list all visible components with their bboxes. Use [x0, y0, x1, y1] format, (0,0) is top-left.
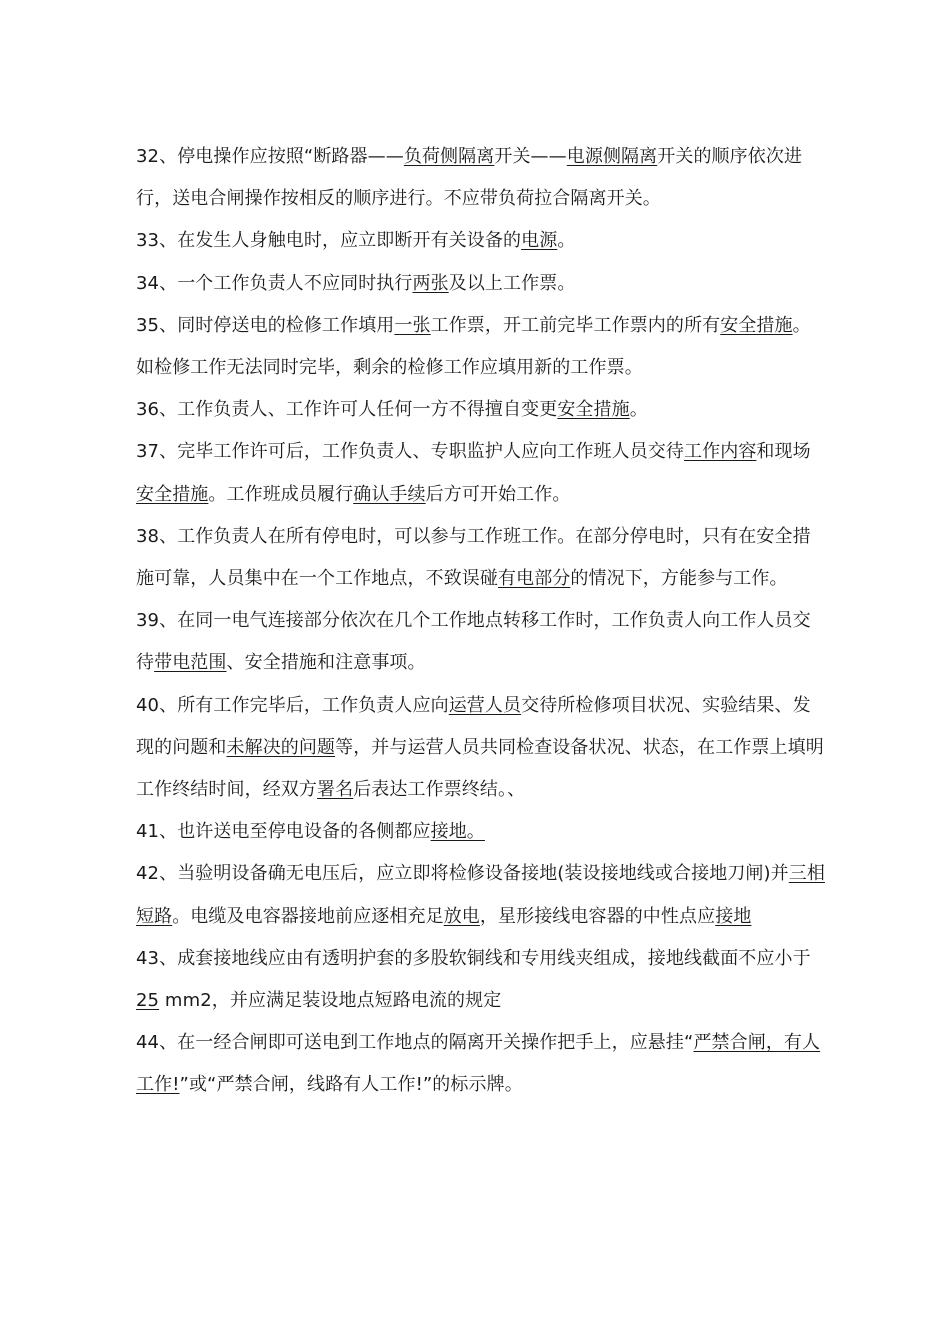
text-run: 33、在发生人身触电时，应立即断开有关设备的 [136, 230, 522, 252]
underlined-answer: 负荷侧隔离 [403, 146, 495, 167]
text-run: mm2，并应满足装设地点短路电流的规定 [159, 990, 502, 1012]
paragraph-item-43 [136, 938, 826, 1022]
text-run: 。 [629, 399, 648, 421]
text-run: 39、在同一电气连接部分依次在几个工作地点转移工作时，工作负责人向工作人员交待 [136, 610, 811, 674]
text-run: 34、一个工作负责人不应同时执行 [136, 272, 413, 294]
underlined-answer: 未解决的问题 [226, 736, 336, 758]
underlined-answer: 接地。 [430, 821, 485, 843]
paragraph-item-44 [136, 1022, 826, 1106]
text-run: 工作票，开工前完毕工作票内的所有 [430, 314, 721, 336]
text-run: 后方可开始工作。 [425, 483, 571, 505]
text-run: 及以上工作票。 [448, 272, 576, 294]
paragraph-item-39 [136, 600, 826, 684]
text-run: 。工作班成员履行 [208, 483, 354, 505]
text-run: 开关的顺序依次进行，送电合闸操作按相反的顺序进行。不应带负荷拉合隔离开关。 [136, 146, 803, 210]
underlined-answer: 安全措施 [557, 399, 630, 421]
paragraph-item-35 [136, 305, 826, 389]
text-run: 。如检修工作无法同时完毕，剩余的检修工作应填用新的工作票。 [136, 314, 811, 379]
paragraph-item-32 [136, 136, 826, 220]
underlined-answer: 两张 [412, 272, 449, 294]
text-run: 等，并与运营人员共同检查设备状况、状态，在工作票上填明工作终结时间，经双方 [136, 736, 824, 801]
text-run: 41、也许送电至停电设备的各侧都应 [136, 821, 431, 843]
text-run: 交待所检修项目状况、实验结果、发现的问题和 [136, 694, 811, 758]
underlined-answer: 一张 [394, 314, 431, 336]
text-run: 。 [557, 230, 576, 252]
text-run: 32、停电操作应按照“断路器—— [136, 146, 404, 167]
underlined-answer: 确认手续 [353, 483, 426, 505]
paragraph-item-41 [136, 811, 826, 853]
underlined-answer: 安全措施 [136, 483, 209, 505]
paragraph-item-37 [136, 431, 826, 515]
underlined-answer: 电源侧隔离 [566, 146, 658, 167]
underlined-answer: 电源 [521, 230, 558, 252]
underlined-answer: 有电部分 [498, 568, 571, 590]
text-run: 和现场 [756, 441, 811, 463]
underlined-answer: 运营人员 [448, 694, 522, 716]
underlined-answer: 安全措施 [720, 314, 793, 336]
text-run: ”或“严禁合闸，线路有人工作!”的标示牌。 [179, 1074, 523, 1096]
text-run: 的情况下，方能参与工作。 [570, 568, 788, 590]
underlined-answer: 放电 [443, 905, 480, 927]
text-run: 43、成套接地线应由有透明护套的多股软铜线和专用线夹组成，接地线截面不应小于 [136, 947, 811, 969]
paragraph-item-40 [136, 685, 826, 812]
text-run: 38、工作负责人在所有停电时，可以参与工作班工作。在部分停电时，只有在安全措施可靠，人员集中在一个工作地点，不致误碰 [136, 525, 811, 590]
text-run: 40、所有工作完毕后，工作负责人应向 [136, 694, 449, 716]
text-run: 35、同时停送电的检修工作填用 [136, 314, 395, 336]
paragraph-item-36 [136, 389, 826, 431]
underlined-answer: 接地 [715, 905, 752, 927]
underlined-answer: 严禁合闸，有人工作! [136, 1032, 821, 1096]
paragraph-item-33 [136, 220, 826, 262]
paragraph-item-42 [136, 853, 826, 937]
text-run: 44、在一经合闸即可送电到工作地点的隔离开关操作把手上，应悬挂“ [136, 1032, 694, 1054]
text-run: 。电缆及电容器接地前应逐相充足 [172, 905, 444, 927]
document-body [136, 136, 826, 1107]
text-run: 36、工作负责人、工作许可人任何一方不得擅自变更 [136, 399, 558, 421]
text-run: 开关—— [494, 146, 567, 167]
underlined-answer: 工作内容 [684, 441, 757, 463]
underlined-answer: 三相短路 [136, 863, 825, 927]
paragraph-item-38 [136, 516, 826, 600]
text-run: 42、当验明设备确无电压后，应立即将检修设备接地(装设接地线或合接地刀闸)并 [136, 863, 789, 885]
text-run: 后表达工作票终结。、 [353, 779, 526, 801]
text-run: 、安全措施和注意事项。 [226, 652, 426, 674]
paragraph-item-34 [136, 263, 826, 305]
text-run: 37、完毕工作许可后，工作负责人、专职监护人应向工作班人员交待 [136, 441, 685, 463]
underlined-answer: 25 [136, 990, 160, 1012]
underlined-answer: 带电范围 [154, 652, 227, 674]
underlined-answer: 署名 [317, 779, 354, 801]
text-run: ，星形接线电容器的中性点应 [479, 905, 716, 927]
